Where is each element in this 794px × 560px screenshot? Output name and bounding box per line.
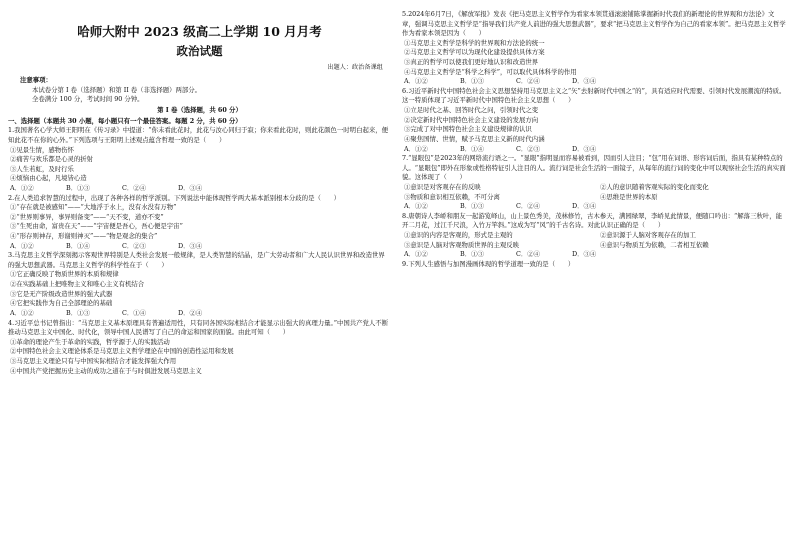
question-option: ④“形存则神存，形谢则神灭”——“物是观念的集合” xyxy=(10,232,158,241)
answer-choice: B．①③ xyxy=(460,250,484,259)
question-stem: 2.在人类追求智慧的过程中，出现了各种各样的哲学派别。下列说法中能体现哲学两大基本派别根本分歧的是（ ） xyxy=(8,193,341,202)
answer-choice: D．③④ xyxy=(572,77,597,86)
question-stem: 3.马克思主义哲学深刻揭示客观世界特别是人类社会发展一般规律，是人类智慧的结晶，是广大劳动者和广大人民认识世界和改造世界的强大思想武器。马克思主义哲学的科学性在于（ ） xyxy=(8,251,385,269)
left-question-list xyxy=(8,126,391,376)
question-stem: 7.“显眼包”是2023年的网络流行语之一。“显眼”指明显而容易被看到，因而引人注目；“包”用在词语、形容词后面，指具有某种特点的人。“显眼包”即外在形象或性格特征引人注目的人。流行词是社会生活的一面镜子，从每年的流行词的变化中可以观察社会生活的真实面貌。这体现了（ ） xyxy=(402,154,786,182)
question-option: ①立足时代之基、回答时代之问，引领时代之变 xyxy=(404,106,539,115)
answer-choice: C．②④ xyxy=(516,250,541,259)
question-option: ④中国共产党把握历史主动的成功之道在于与时俱进发展马克思主义 xyxy=(10,366,202,375)
option-grid xyxy=(402,231,786,250)
answer-choices xyxy=(10,184,391,194)
question-option: ①意识是对客观存在的反映 xyxy=(404,182,481,191)
notes-title: 注意事项： xyxy=(20,76,52,85)
right-question-list xyxy=(402,10,786,269)
answer-choice: C．②④ xyxy=(122,183,147,192)
question-option: ①革命的理论产生于革命的实践，哲学源于人的实践活动 xyxy=(10,337,170,346)
question-stem: 1.我国著名心学大师王阳明在《传习录》中提道：“你未看此花时，此花与汝心同归于寂；你来看此花时，则此花颜色一时明白起来，便知此花不在你的心外。”下列选项与王阳明上述观点蕴含哲理一致的是（ ） xyxy=(8,126,389,144)
question xyxy=(402,10,786,87)
question-option: ②中国特色社会主义理论体系是马克思主义哲学理论在中国的创造性运用和发展 xyxy=(10,347,234,356)
answer-choice: C．②③ xyxy=(516,144,541,153)
question-option: ③完成了对中国特色社会主义建设规律的认识 xyxy=(404,125,532,134)
option-grid xyxy=(402,183,786,202)
exam-subtitle: 政治试题 xyxy=(176,43,223,58)
question-option: ②决定新时代中国特色社会主义建设的发展方向 xyxy=(404,115,539,124)
answer-choice: C．②④ xyxy=(516,202,541,211)
answer-choice: D．②④ xyxy=(178,308,203,317)
answer-choices xyxy=(404,77,786,87)
answer-choice: D．③④ xyxy=(572,250,597,259)
right-column xyxy=(402,0,786,269)
answer-choice: A．①② xyxy=(404,202,428,211)
answer-choice: C．②④ xyxy=(516,77,541,86)
part-heading: 第 I 卷（选择题，共 60 分） xyxy=(157,106,242,115)
question-option: ④思维是世界的本原 xyxy=(600,192,658,201)
question-option: ③真正的哲学可以使我们更好地认识和改造世界 xyxy=(404,58,539,67)
answer-choice: A．①② xyxy=(404,250,428,259)
answer-choice: C．①④ xyxy=(122,308,147,317)
question-stem: 9.下列人生感悟与加图漫画体现的哲学道理一致的是（ ） xyxy=(402,259,575,268)
question-option: ④马克思主义哲学是“科学之科学”，可以取代具体科学的作用 xyxy=(404,67,577,76)
answer-choice: B．①④ xyxy=(460,144,484,153)
question-option: ③“生死由命，富贵在天”——“宇宙便是吾心，吾心便是宇宙” xyxy=(10,222,183,231)
answer-choices xyxy=(404,250,786,260)
question-option: ④聚焦国情、世情，赋予马克思主义新的时代内涵 xyxy=(404,134,545,143)
answer-choice: B．①③ xyxy=(66,308,90,317)
left-column xyxy=(8,0,391,376)
question-option: ①见景生情，感物伤怀 xyxy=(10,145,74,154)
answer-choices xyxy=(404,145,786,155)
question xyxy=(8,251,391,318)
question xyxy=(8,194,391,252)
answer-choice: A．①② xyxy=(10,183,34,192)
notes-line: 全卷满分 100 分，考试时间 90 分钟。 xyxy=(32,95,144,104)
question xyxy=(8,126,391,193)
question-option: ③马克思主义理论只有与中国实际相结合才能发挥强大作用 xyxy=(10,356,177,365)
answer-choice: D．③④ xyxy=(178,241,203,250)
answer-choice: D．③④ xyxy=(178,183,203,192)
question-option: ④意识与物质互为依赖，二者相互依赖 xyxy=(600,240,709,249)
answer-choice: A．①② xyxy=(404,144,428,153)
question xyxy=(8,319,391,377)
answer-choice: D．③④ xyxy=(572,202,597,211)
question xyxy=(402,212,786,260)
answer-choices xyxy=(10,242,391,252)
answer-choice: A．①② xyxy=(404,77,428,86)
question-option: ①马克思主义哲学是科学的世界观和方法论的统一 xyxy=(404,38,545,47)
answer-choice: D．③④ xyxy=(572,144,597,153)
question-stem: 8.唐朝诗人李峤和朋友一起游览峄山，山上景色秀美，茂林修竹，古木参天，满园绿翠，李峤见此情景，便随口吟出：“解落三秋叶，能开二月花，过江千尺浪，入竹万竿斜。”这成为写“风”的千古名诗。对此认识正确的是（ ） xyxy=(402,211,783,230)
question xyxy=(402,154,786,212)
question-option: ①意识的内容是客观的，形式是主观的 xyxy=(404,231,513,240)
question-option: ①“存在就是被感知”——“大地浮于水上，没有水没有万物” xyxy=(10,203,177,212)
answer-choice: B．①③ xyxy=(460,202,484,211)
question-option: ④烦恼由心起，凡境皆心造 xyxy=(10,174,87,183)
question-option: ③人生若虹，及时行乐 xyxy=(10,164,74,173)
answer-choice: B．①③ xyxy=(66,183,90,192)
question-option: ①它正确反映了物质世界的本质和规律 xyxy=(10,270,119,279)
notes-line: 本试卷分第 I 卷（选择题）和第 II 卷（非选择题）两部分。 xyxy=(32,85,202,94)
section-heading: 一、选择题（本题共 30 小题，每小题只有一个最佳答案。每题 2 分，共 60 分） xyxy=(8,116,242,125)
question-stem: 4.习近平总书记曾指出：“马克思主义基本原理具有普遍适用性，只有同各国实际相结合才能显示出强大的真理力量。”中国共产党人不断推动马克思主义中国化、时代化，领导中国人民谱写了自己的命运和国家的面貌。由此可知（ ） xyxy=(8,318,389,337)
question-stem: 5.2024年6月7日，《解放军报》发表《把马克思主义哲学作为看家本领贯通滚滚铺陈掌握新时代我们的新理论的世界观和方法论》文章，强调马克思主义哲学是“指导我们共产党人前进的强大思想武器”，要求“把马克思主义哲学作为自己的看家本领”。把马克思主义哲学作为看家本领是因为（ ） xyxy=(402,10,786,38)
question-option: ②“世界则事异，事异则备变”——“天不变，道亦不变” xyxy=(10,212,164,221)
question-option: ②人的意识随着客观实际的变化而变化 xyxy=(600,182,709,191)
question-option: ②意识源于人脑对客观存在的加工 xyxy=(600,231,696,240)
question-option: ③意识是人脑对客观物质世界的主观反映 xyxy=(404,240,520,249)
question-option: ②痛苦与欢乐都是心灵的折射 xyxy=(10,155,94,164)
question-option: ④它把实践作为自己全部理论的基础 xyxy=(10,299,113,308)
question-option: ②在实践基础上把唯物主义和唯心主义有机结合 xyxy=(10,280,145,289)
question xyxy=(402,87,786,154)
answer-choice: A．①② xyxy=(10,241,34,250)
answer-choice: B．①④ xyxy=(66,241,90,250)
question xyxy=(402,260,786,270)
author-line: 出题人：政治备课组 xyxy=(327,63,383,71)
question-option: ③物质和意识相互依赖，不可分离 xyxy=(404,192,500,201)
answer-choices xyxy=(404,202,786,212)
answer-choice: C．②③ xyxy=(122,241,147,250)
answer-choice: A．①② xyxy=(10,308,34,317)
answer-choices xyxy=(10,309,391,319)
exam-title: 哈师大附中 2023 级高二上学期 10 月月考 xyxy=(77,24,322,39)
question-option: ③它是无产阶级改造世界的强大武器 xyxy=(10,289,113,298)
answer-choice: B．①③ xyxy=(460,77,484,86)
question-stem: 6.习近平新时代中国特色社会主义思想坚持用马克思主义之“矢”去射新时代中国之“的”，具有适应时代需要、引领时代发展潮流的特质。这一特质体现了习近平新时代中国特色社会主义思想（ ） xyxy=(402,86,786,105)
question-option: ②马克思主义哲学可以为现代化建设提供具体方案 xyxy=(404,48,545,57)
